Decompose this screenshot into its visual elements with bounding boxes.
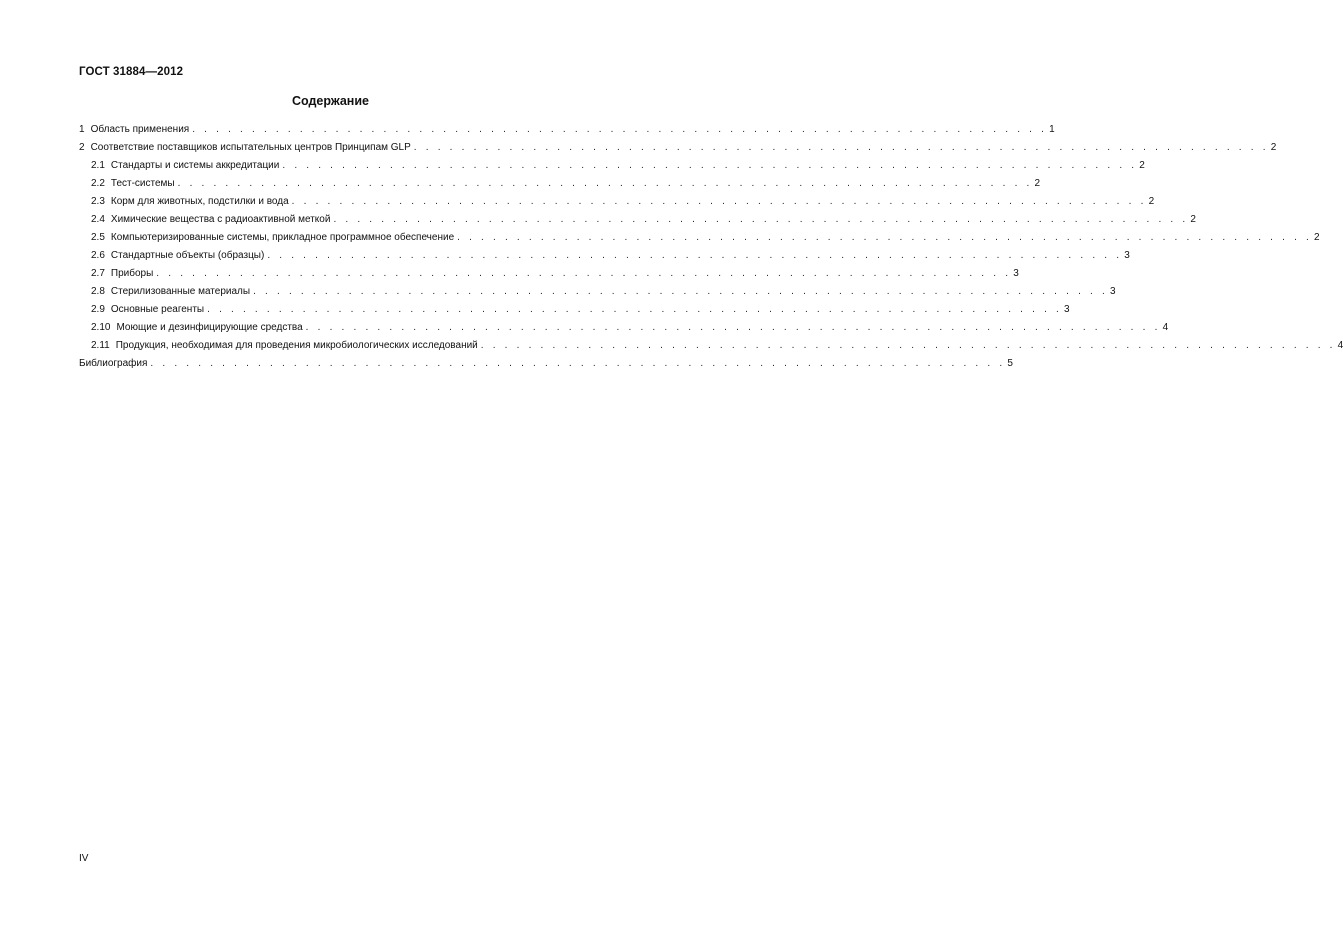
- toc-dot-leader: . . . . . . . . . . . . . . . . . . . . . . . . . . . . . . . . . . . . . . . . . . . . . . . . . . . . . . . . . . . . . . . . . . . . . . . .: [282, 160, 1138, 171]
- toc-entry[interactable]: [79, 157, 1145, 175]
- toc-entry-page: 5: [1007, 358, 1013, 369]
- toc-entry-title: Область применения: [90, 124, 190, 135]
- toc-entry-title: Корм для животных, подстилки и вода: [110, 196, 289, 207]
- toc-entry-number: 2.3: [91, 196, 105, 207]
- toc-dot-leader: . . . . . . . . . . . . . . . . . . . . . . . . . . . . . . . . . . . . . . . . . . . . . . . . . . . . . . . . . . . . . . . . . . . . . . . .: [305, 322, 1161, 333]
- toc-entry-title: Приборы: [110, 268, 154, 279]
- toc-entry-title: Химические вещества с радиоактивной меткой: [110, 214, 331, 225]
- table-of-contents: [79, 121, 1343, 373]
- toc-entry-title: Моющие и дезинфицирующие средства: [116, 322, 303, 333]
- toc-entry[interactable]: [79, 139, 1277, 157]
- toc-entry[interactable]: [79, 337, 1343, 355]
- toc-entry-number: 2.2: [91, 178, 105, 189]
- toc-entry[interactable]: [79, 193, 1155, 211]
- toc-entry-title: Стандартные объекты (образцы): [110, 250, 265, 261]
- toc-entry[interactable]: [79, 355, 1013, 373]
- toc-dot-leader: . . . . . . . . . . . . . . . . . . . . . . . . . . . . . . . . . . . . . . . . . . . . . . . . . . . . . . . . . . . . . . . . . . . . . . . .: [156, 268, 1012, 279]
- toc-entry[interactable]: [79, 283, 1116, 301]
- toc-entry-page: 1: [1049, 124, 1055, 135]
- toc-entry-page: 2: [1314, 232, 1320, 243]
- toc-entry-page: 2: [1148, 196, 1155, 207]
- toc-entry-number: 2.6: [91, 250, 105, 261]
- toc-entry-page: 2: [1139, 160, 1145, 171]
- toc-entry-page: 2: [1034, 178, 1041, 189]
- toc-dot-leader: . . . . . . . . . . . . . . . . . . . . . . . . . . . . . . . . . . . . . . . . . . . . . . . . . . . . . . . . . . . . . . . . . . . . . . . .: [267, 250, 1123, 261]
- toc-title: Содержание: [291, 94, 369, 108]
- toc-entry-number: 2.5: [91, 232, 105, 243]
- toc-entry[interactable]: [79, 319, 1169, 337]
- toc-entry-title: Соответствие поставщиков испытательных центров Принципам GLP: [90, 142, 411, 153]
- toc-entry-page: 2: [1270, 142, 1277, 153]
- toc-dot-leader: . . . . . . . . . . . . . . . . . . . . . . . . . . . . . . . . . . . . . . . . . . . . . . . . . . . . . . . . . . . . . . . . . . . . . . . .: [177, 178, 1033, 189]
- toc-entry-title: Стерилизованные материалы: [110, 286, 251, 297]
- toc-dot-leader: . . . . . . . . . . . . . . . . . . . . . . . . . . . . . . . . . . . . . . . . . . . . . . . . . . . . . . . . . . . . . . . . . . . . . . . .: [480, 340, 1336, 351]
- toc-entry-number: 2.9: [91, 304, 105, 315]
- toc-entry[interactable]: [79, 175, 1041, 193]
- toc-entry-page: 3: [1124, 250, 1130, 261]
- toc-dot-leader: . . . . . . . . . . . . . . . . . . . . . . . . . . . . . . . . . . . . . . . . . . . . . . . . . . . . . . . . . . . . . . . . . . . . . . . .: [333, 214, 1189, 225]
- toc-entry-page: 3: [1064, 304, 1070, 315]
- toc-entry[interactable]: [79, 265, 1019, 283]
- toc-entry-title: Тест-системы: [110, 178, 175, 189]
- toc-entry-number: 2.10: [91, 322, 111, 333]
- toc-entry-number: 2.1: [91, 160, 105, 171]
- toc-entry-number: 2: [79, 142, 85, 153]
- toc-entry[interactable]: [79, 247, 1130, 265]
- toc-entry[interactable]: [79, 211, 1196, 229]
- toc-entry-number: 2.7: [91, 268, 105, 279]
- toc-entry-page: 3: [1109, 286, 1116, 297]
- toc-dot-leader: . . . . . . . . . . . . . . . . . . . . . . . . . . . . . . . . . . . . . . . . . . . . . . . . . . . . . . . . . . . . . . . . . . . . . . . .: [207, 304, 1063, 315]
- toc-entry-title: Библиография: [79, 358, 148, 369]
- toc-entry[interactable]: [79, 301, 1070, 319]
- toc-entry[interactable]: [79, 229, 1320, 247]
- toc-entry-number: 1: [79, 124, 85, 135]
- toc-entry-title: Стандарты и системы аккредитации: [110, 160, 280, 171]
- page-number: IV: [79, 853, 89, 864]
- toc-entry-page: 2: [1190, 214, 1196, 225]
- toc-dot-leader: . . . . . . . . . . . . . . . . . . . . . . . . . . . . . . . . . . . . . . . . . . . . . . . . . . . . . . . . . . . . . . . . . . . . . . . .: [413, 142, 1269, 153]
- toc-entry-number: 2.8: [91, 286, 105, 297]
- toc-dot-leader: . . . . . . . . . . . . . . . . . . . . . . . . . . . . . . . . . . . . . . . . . . . . . . . . . . . . . . . . . . . . . . . . . . . . . . . .: [457, 232, 1313, 243]
- toc-entry-number: 2.11: [91, 340, 110, 351]
- toc-entry-page: 4: [1337, 340, 1343, 351]
- toc-entry-title: Продукция, необходимая для проведения микробиологических исследований: [115, 340, 478, 351]
- toc-entry-title: Компьютеризированные системы, прикладное программное обеспечение: [110, 232, 455, 243]
- toc-dot-leader: . . . . . . . . . . . . . . . . . . . . . . . . . . . . . . . . . . . . . . . . . . . . . . . . . . . . . . . . . . . . . . . . . . . . . . . .: [150, 358, 1006, 369]
- toc-entry-page: 4: [1162, 322, 1169, 333]
- toc-dot-leader: . . . . . . . . . . . . . . . . . . . . . . . . . . . . . . . . . . . . . . . . . . . . . . . . . . . . . . . . . . . . . . . . . . . . . . . .: [192, 124, 1048, 135]
- toc-entry-number: 2.4: [91, 214, 105, 225]
- toc-entry-title: Основные реагенты: [110, 304, 205, 315]
- toc-dot-leader: . . . . . . . . . . . . . . . . . . . . . . . . . . . . . . . . . . . . . . . . . . . . . . . . . . . . . . . . . . . . . . . . . . . . . . . .: [291, 196, 1147, 207]
- toc-entry[interactable]: [79, 121, 1055, 139]
- toc-entry-page: 3: [1013, 268, 1019, 279]
- document-code: ГОСТ 31884—2012: [79, 66, 184, 78]
- toc-dot-leader: . . . . . . . . . . . . . . . . . . . . . . . . . . . . . . . . . . . . . . . . . . . . . . . . . . . . . . . . . . . . . . . . . . . . . . . .: [253, 286, 1108, 297]
